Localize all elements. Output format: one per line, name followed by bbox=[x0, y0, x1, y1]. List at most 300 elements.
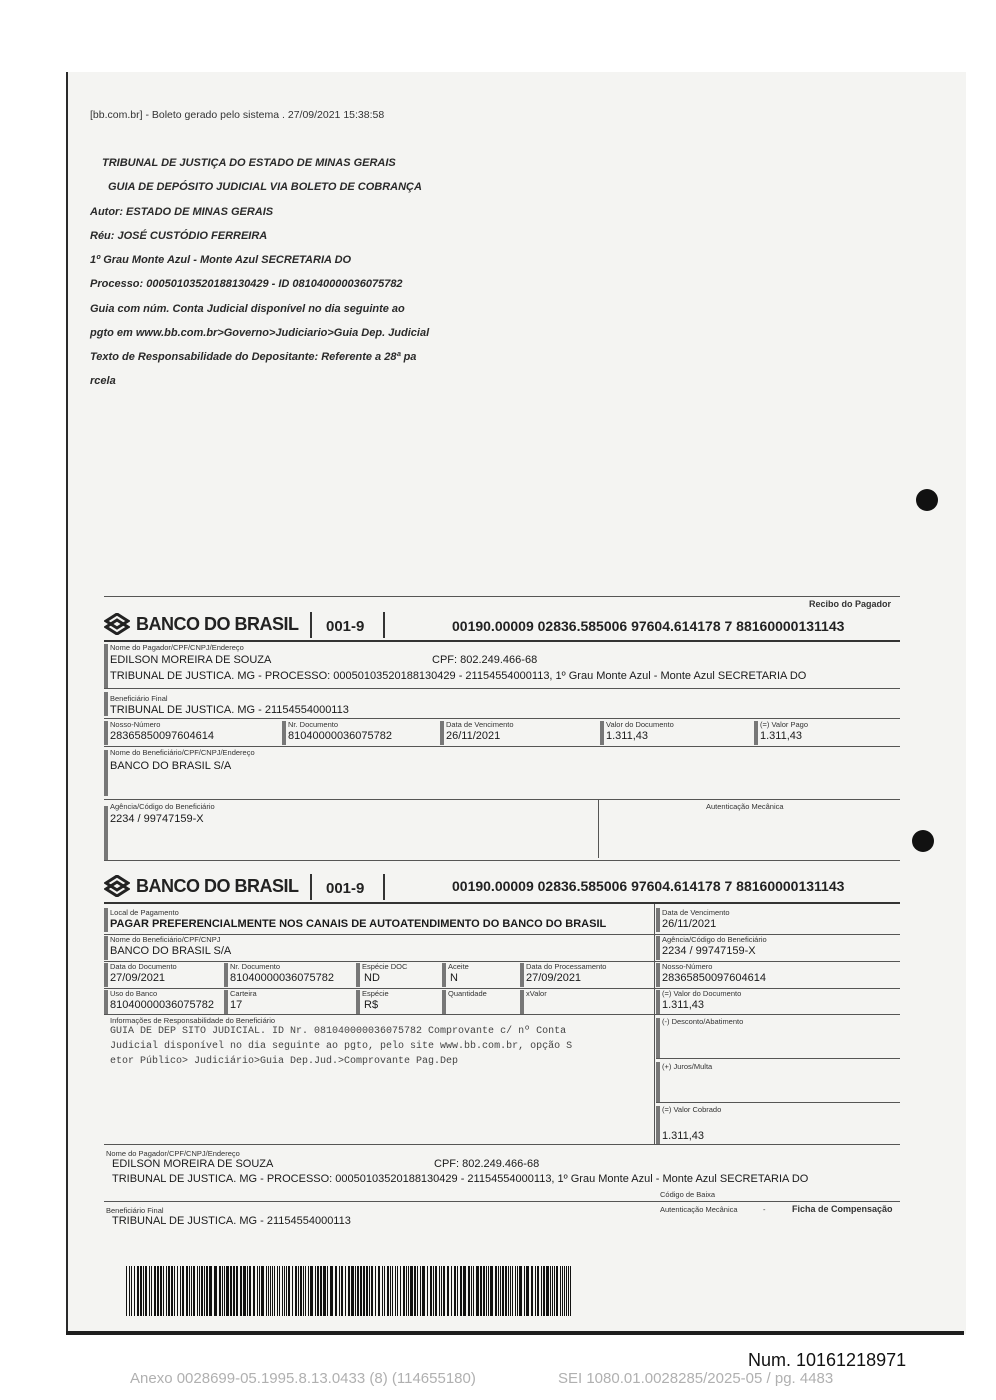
barcode-bar bbox=[204, 1266, 205, 1316]
barcode-bar bbox=[186, 1266, 188, 1316]
autenticacao-label: Autenticação Mecânica bbox=[706, 802, 784, 811]
slip-vencimento-label: Data de Vencimento bbox=[662, 908, 730, 917]
barcode-bar bbox=[351, 1266, 354, 1316]
valor-documento: 1.311,43 bbox=[606, 730, 649, 742]
barcode-bar bbox=[160, 1266, 162, 1316]
bank-code: 001-9 bbox=[326, 618, 365, 635]
barcode-bar bbox=[240, 1266, 242, 1316]
barcode-bar bbox=[366, 1266, 368, 1316]
barcode-bar bbox=[441, 1266, 442, 1316]
header-line-parcela: rcela bbox=[90, 375, 116, 387]
nosso-numero: 28365850097604614 bbox=[110, 730, 215, 742]
barcode-bar bbox=[397, 1266, 398, 1316]
header-line-pgto: pgto em www.bb.com.br>Governo>Judiciario>Guia Dep. Judicial bbox=[90, 327, 430, 339]
slip-valor-documento-label: (=) Valor do Documento bbox=[662, 989, 742, 998]
barcode-bar bbox=[498, 1266, 499, 1316]
barcode-bar bbox=[157, 1266, 159, 1316]
field-rule bbox=[656, 1102, 900, 1103]
slip-nosso-numero: 28365850097604614 bbox=[662, 972, 767, 984]
barcode-bar bbox=[566, 1266, 567, 1316]
slip-final-beneficiary: TRIBUNAL DE JUSTICA. MG - 21154554000113 bbox=[112, 1215, 351, 1227]
barcode-bar bbox=[369, 1266, 370, 1316]
digitable-line: 00190.00009 02836.585006 97604.614178 7 88160000131143 bbox=[452, 618, 845, 634]
slip-agencia-label: Agência/Código do Beneficiário bbox=[662, 935, 767, 944]
barcode-bar bbox=[400, 1266, 401, 1316]
slip-nr-documento: 81040000036075782 bbox=[230, 972, 335, 984]
barcode-bar bbox=[463, 1266, 466, 1316]
header-line-grau: 1º Grau Monte Azul - Monte Azul SECRETARIA DO bbox=[90, 254, 352, 266]
valor-pago-label: (=) Valor Pago bbox=[760, 720, 809, 729]
field-rule bbox=[104, 718, 900, 719]
bb-logo-icon bbox=[104, 613, 130, 635]
slip-beneficiario: BANCO DO BRASIL S/A bbox=[110, 945, 232, 957]
valor-pago: 1.311,43 bbox=[760, 730, 803, 742]
especie-label: Espécie bbox=[362, 989, 389, 998]
barcode-bar bbox=[382, 1266, 383, 1316]
barcode-bar bbox=[531, 1266, 533, 1316]
barcode-bar bbox=[392, 1266, 393, 1316]
barcode-bar bbox=[191, 1266, 192, 1316]
barcode-bar bbox=[134, 1266, 135, 1316]
barcode-bar bbox=[284, 1266, 285, 1316]
barcode-bar bbox=[554, 1266, 555, 1316]
cut-line bbox=[104, 596, 900, 597]
barcode-bar bbox=[476, 1266, 479, 1316]
agencia-label: Agência/Código do Beneficiário bbox=[110, 802, 215, 811]
barcode-bar bbox=[568, 1266, 569, 1316]
field-rule bbox=[104, 860, 900, 861]
barcode-bar bbox=[435, 1266, 437, 1316]
data-processamento-label: Data do Processamento bbox=[526, 962, 607, 971]
barcode-bar bbox=[247, 1266, 248, 1316]
barcode-bar bbox=[357, 1266, 359, 1316]
barcode-bar bbox=[317, 1266, 319, 1316]
field-marker bbox=[282, 721, 286, 745]
barcode-bar bbox=[510, 1266, 511, 1316]
barcode-bar bbox=[182, 1266, 184, 1316]
info-line: Judicial disponível no dia seguinte ao pgto, pelo site www.bb.com.br, opção S bbox=[110, 1041, 573, 1052]
field-marker bbox=[520, 963, 524, 987]
barcode-bar bbox=[272, 1266, 273, 1316]
barcode-bar bbox=[315, 1266, 316, 1316]
barcode-bar bbox=[406, 1266, 407, 1316]
barcode-bar bbox=[471, 1266, 472, 1316]
barcode-bar bbox=[537, 1266, 539, 1316]
barcode-bar bbox=[327, 1266, 328, 1316]
barcode-bar bbox=[422, 1266, 425, 1316]
barcode-bar bbox=[149, 1266, 150, 1316]
valor-cobrado-label: (=) Valor Cobrado bbox=[662, 1105, 722, 1114]
digitable-line: 00190.00009 02836.585006 97604.614178 7 88160000131143 bbox=[452, 878, 845, 894]
barcode-bar bbox=[233, 1266, 235, 1316]
nr-documento-label: Nr. Documento bbox=[288, 720, 339, 729]
separator-dash: - bbox=[763, 1205, 766, 1214]
field-rule bbox=[656, 1058, 900, 1059]
barcode-bar bbox=[266, 1266, 267, 1316]
barcode-bar bbox=[339, 1266, 340, 1316]
barcode-bar bbox=[323, 1266, 326, 1316]
barcode-bar bbox=[129, 1266, 130, 1316]
barcode-bar bbox=[206, 1266, 208, 1316]
barcode-bar bbox=[249, 1266, 251, 1316]
slip-nr-documento-label: Nr. Documento bbox=[230, 962, 281, 971]
header-line-autor: Autor: ESTADO DE MINAS GERAIS bbox=[90, 206, 274, 218]
barcode-bar bbox=[430, 1266, 432, 1316]
field-marker bbox=[656, 1106, 660, 1144]
barcode-bar bbox=[447, 1266, 449, 1316]
barcode-bar bbox=[201, 1266, 203, 1316]
header-line-processo: Processo: 00050103520188130429 - ID 081040000036075782 bbox=[90, 278, 403, 290]
anexo-reference: Anexo 0028699-05.1995.8.13.0433 (8) (114655180) bbox=[130, 1370, 476, 1387]
barcode-bar bbox=[268, 1266, 269, 1316]
bank-name: BANCO DO BRASIL bbox=[136, 875, 299, 896]
barcode-bar bbox=[541, 1266, 542, 1316]
barcode-bar bbox=[310, 1266, 313, 1316]
barcode-bar bbox=[236, 1266, 238, 1316]
barcode-bar bbox=[219, 1266, 221, 1316]
barcode-bar bbox=[154, 1266, 156, 1316]
barcode-bar bbox=[303, 1266, 304, 1316]
barcode-bar bbox=[375, 1266, 376, 1316]
header-line-reu: Réu: JOSÉ CUSTÓDIO FERREIRA bbox=[90, 230, 268, 242]
barcode-bar bbox=[570, 1266, 571, 1316]
especie-doc: ND bbox=[364, 972, 380, 984]
barcode-bar bbox=[180, 1266, 181, 1316]
field-marker bbox=[104, 806, 108, 860]
field-marker bbox=[656, 1062, 660, 1102]
divider bbox=[383, 874, 385, 900]
barcode-bar bbox=[295, 1266, 297, 1316]
bank-name: BANCO DO BRASIL bbox=[136, 613, 299, 634]
barcode-bar bbox=[174, 1266, 175, 1316]
field-rule bbox=[104, 799, 900, 800]
field-rule bbox=[104, 1144, 900, 1145]
field-marker bbox=[442, 990, 446, 1014]
valor-cobrado: 1.311,43 bbox=[662, 1130, 705, 1142]
barcode-bar bbox=[500, 1266, 501, 1316]
barcode-bar bbox=[335, 1266, 337, 1316]
recibo-title: Recibo do Pagador bbox=[809, 599, 892, 609]
divider bbox=[310, 874, 312, 900]
barcode-bar bbox=[454, 1266, 456, 1316]
local-pagamento: PAGAR PREFERENCIALMENTE NOS CANAIS DE AUTOATENDIMENTO DO BANCO DO BRASIL bbox=[110, 918, 607, 930]
field-marker bbox=[104, 990, 108, 1014]
barcode-bar bbox=[270, 1266, 271, 1316]
payer-address: TRIBUNAL DE JUSTICA. MG - PROCESSO: 00050103520188130429 - 21154554000113, 1º Grau Monte Azul - Monte Azul SECRETARIA DO bbox=[110, 670, 807, 682]
barcode-bar bbox=[300, 1266, 302, 1316]
barcode-bar bbox=[410, 1266, 413, 1316]
field-marker bbox=[600, 721, 604, 745]
barcode-bar bbox=[378, 1266, 380, 1316]
slip-nosso-numero-label: Nosso-Número bbox=[662, 962, 713, 971]
header-line-tribunal: TRIBUNAL DE JUSTIÇA DO ESTADO DE MINAS GERAIS bbox=[102, 157, 396, 169]
field-rule bbox=[104, 1014, 900, 1015]
barcode-bar bbox=[512, 1266, 513, 1316]
especie-doc-label: Espécie DOC bbox=[362, 962, 408, 971]
barcode bbox=[126, 1266, 576, 1316]
barcode-bar bbox=[243, 1266, 246, 1316]
desconto-label: (-) Desconto/Abatimento bbox=[662, 1017, 744, 1026]
section-rule bbox=[104, 902, 900, 904]
barcode-bar bbox=[408, 1266, 409, 1316]
barcode-bar bbox=[224, 1266, 225, 1316]
field-marker bbox=[104, 644, 108, 688]
barcode-bar bbox=[433, 1266, 434, 1316]
data-documento: 27/09/2021 bbox=[110, 972, 166, 984]
barcode-bar bbox=[345, 1266, 346, 1316]
slip-vencimento: 26/11/2021 bbox=[662, 918, 717, 930]
section-rule bbox=[104, 640, 900, 642]
barcode-bar bbox=[305, 1266, 306, 1316]
barcode-bar bbox=[384, 1266, 385, 1316]
barcode-bar bbox=[439, 1266, 440, 1316]
barcode-bar bbox=[502, 1266, 504, 1316]
bank-code: 001-9 bbox=[326, 880, 365, 897]
juros-label: (+) Juros/Multa bbox=[662, 1062, 713, 1071]
beneficiary-label: Nome do Beneficiário/CPF/CNPJ/Endereço bbox=[110, 748, 255, 757]
carteira: 17 bbox=[230, 999, 243, 1011]
barcode-bar bbox=[298, 1266, 299, 1316]
barcode-bar bbox=[189, 1266, 190, 1316]
uso-banco: 81040000036075782 bbox=[110, 999, 215, 1011]
field-rule bbox=[104, 988, 900, 989]
column-divider bbox=[654, 904, 655, 1144]
barcode-bar bbox=[177, 1266, 178, 1316]
agencia: 2234 / 99747159-X bbox=[110, 813, 204, 825]
slip-payer-name: EDILSON MOREIRA DE SOUZA bbox=[112, 1158, 274, 1170]
divider bbox=[310, 612, 312, 638]
field-marker bbox=[656, 990, 660, 1014]
slip-final-beneficiary-label: Beneficiário Final bbox=[106, 1206, 164, 1215]
barcode-bar bbox=[486, 1266, 487, 1316]
barcode-bar bbox=[140, 1266, 142, 1316]
carteira-label: Carteira bbox=[230, 989, 257, 998]
barcode-bar bbox=[457, 1266, 458, 1316]
barcode-bar bbox=[282, 1266, 283, 1316]
aceite: N bbox=[450, 972, 458, 984]
field-marker bbox=[754, 721, 758, 745]
barcode-bar bbox=[460, 1266, 462, 1316]
payer-name: EDILSON MOREIRA DE SOUZA bbox=[110, 654, 272, 666]
local-pagamento-label: Local de Pagamento bbox=[110, 908, 179, 917]
barcode-bar bbox=[363, 1266, 365, 1316]
field-rule bbox=[104, 934, 900, 935]
slip-autenticacao-label: Autenticação Mecânica bbox=[660, 1205, 738, 1214]
sei-reference: SEI 1080.01.0028285/2025-05 / pg. 4483 bbox=[558, 1370, 834, 1387]
barcode-bar bbox=[427, 1266, 428, 1316]
barcode-bar bbox=[168, 1266, 170, 1316]
barcode-bar bbox=[286, 1266, 287, 1316]
barcode-bar bbox=[145, 1266, 147, 1316]
barcode-bar bbox=[163, 1266, 164, 1316]
barcode-bar bbox=[562, 1266, 563, 1316]
field-marker bbox=[224, 990, 228, 1014]
payer-cpf: CPF: 802.249.466-68 bbox=[432, 654, 538, 666]
field-marker bbox=[656, 936, 660, 960]
barcode-bar bbox=[550, 1266, 551, 1316]
vencimento-label: Data de Vencimento bbox=[446, 720, 514, 729]
scan-edge bbox=[66, 1331, 964, 1335]
barcode-bar bbox=[277, 1266, 278, 1316]
nosso-numero-label: Nosso-Número bbox=[110, 720, 161, 729]
barcode-bar bbox=[257, 1266, 258, 1316]
especie: R$ bbox=[364, 999, 379, 1011]
barcode-bar bbox=[143, 1266, 144, 1316]
field-marker bbox=[520, 990, 524, 1014]
aceite-label: Aceite bbox=[448, 962, 469, 971]
barcode-bar bbox=[443, 1266, 445, 1316]
field-rule bbox=[104, 688, 900, 689]
nr-documento: 81040000036075782 bbox=[288, 730, 393, 742]
barcode-bar bbox=[420, 1266, 421, 1316]
barcode-bar bbox=[468, 1266, 470, 1316]
quantidade-label: Quantidade bbox=[448, 989, 487, 998]
barcode-bar bbox=[197, 1266, 198, 1316]
barcode-bar bbox=[526, 1266, 529, 1316]
barcode-bar bbox=[230, 1266, 232, 1316]
barcode-bar bbox=[137, 1266, 139, 1316]
field-rule bbox=[104, 746, 900, 747]
barcode-bar bbox=[560, 1266, 561, 1316]
barcode-bar bbox=[473, 1266, 474, 1316]
barcode-bar bbox=[131, 1266, 132, 1316]
divider bbox=[383, 612, 385, 638]
barcode-bar bbox=[226, 1266, 229, 1316]
barcode-bar bbox=[387, 1266, 389, 1316]
barcode-bar bbox=[126, 1266, 127, 1316]
field-marker bbox=[104, 908, 108, 932]
barcode-bar bbox=[417, 1266, 418, 1316]
field-marker bbox=[442, 963, 446, 987]
info-line: etor Público> Judiciário>Guia Dep.Jud.>Comprovante Pag.Dep bbox=[110, 1056, 459, 1067]
barcode-bar bbox=[171, 1266, 173, 1316]
punch-hole bbox=[912, 830, 934, 852]
field-marker bbox=[440, 721, 444, 745]
barcode-bar bbox=[371, 1266, 373, 1316]
barcode-bar bbox=[330, 1266, 333, 1316]
barcode-bar bbox=[564, 1266, 565, 1316]
barcode-bar bbox=[535, 1266, 536, 1316]
data-processamento: 27/09/2021 bbox=[526, 972, 582, 984]
barcode-bar bbox=[348, 1266, 350, 1316]
barcode-bar bbox=[166, 1266, 167, 1316]
barcode-bar bbox=[505, 1266, 507, 1316]
barcode-bar bbox=[360, 1266, 362, 1316]
field-marker bbox=[104, 936, 108, 960]
barcode-bar bbox=[546, 1266, 549, 1316]
barcode-bar bbox=[274, 1266, 275, 1316]
field-marker bbox=[656, 1018, 660, 1058]
document-number: Num. 10161218971 bbox=[748, 1350, 907, 1370]
bb-logo-icon bbox=[104, 875, 130, 897]
barcode-bar bbox=[355, 1266, 356, 1316]
barcode-bar bbox=[488, 1266, 489, 1316]
barcode-bar bbox=[517, 1266, 518, 1316]
slip-beneficiario-label: Nome do Beneficiário/CPF/CNPJ bbox=[110, 935, 221, 944]
uso-banco-label: Uso do Banco bbox=[110, 989, 158, 998]
barcode-bar bbox=[390, 1266, 391, 1316]
field-marker bbox=[224, 963, 228, 987]
field-rule bbox=[104, 961, 900, 962]
barcode-bar bbox=[556, 1266, 558, 1316]
field-marker bbox=[104, 692, 108, 716]
barcode-bar bbox=[483, 1266, 485, 1316]
slip-payer-cpf: CPF: 802.249.466-68 bbox=[434, 1158, 540, 1170]
divider bbox=[598, 800, 599, 858]
xvalor-label: xValor bbox=[526, 989, 547, 998]
barcode-bar bbox=[259, 1266, 260, 1316]
barcode-bar bbox=[193, 1266, 195, 1316]
barcode-bar bbox=[209, 1266, 212, 1316]
field-rule bbox=[104, 1201, 900, 1202]
header-line-texto: Texto de Responsabilidade do Depositante: Referente a 28ª pa bbox=[90, 351, 417, 363]
codigo-baixa-label: Código de Baixa bbox=[660, 1190, 716, 1199]
header-line-guia-conta: Guia com núm. Conta Judicial disponível no dia seguinte ao bbox=[90, 303, 405, 315]
barcode-bar bbox=[543, 1266, 545, 1316]
system-generated-line: [bb.com.br] - Boleto gerado pelo sistema . 27/09/2021 15:38:58 bbox=[90, 109, 385, 121]
beneficiary: BANCO DO BRASIL S/A bbox=[110, 760, 232, 772]
field-marker bbox=[356, 990, 360, 1014]
slip-agencia: 2234 / 99747159-X bbox=[662, 945, 756, 957]
barcode-bar bbox=[199, 1266, 200, 1316]
barcode-bar bbox=[395, 1266, 396, 1316]
barcode-bar bbox=[451, 1266, 452, 1316]
barcode-bar bbox=[490, 1266, 493, 1316]
info-label: Informações de Responsabilidade do Beneficiário bbox=[110, 1016, 276, 1025]
final-beneficiary-label: Beneficiário Final bbox=[110, 694, 168, 703]
barcode-bar bbox=[288, 1266, 290, 1316]
data-documento-label: Data do Documento bbox=[110, 962, 177, 971]
valor-documento-label: Valor do Documento bbox=[606, 720, 674, 729]
barcode-bar bbox=[222, 1266, 223, 1316]
field-marker bbox=[656, 963, 660, 987]
barcode-bar bbox=[151, 1266, 152, 1316]
barcode-bar bbox=[279, 1266, 280, 1316]
field-marker bbox=[356, 963, 360, 987]
payer-label: Nome do Pagador/CPF/CNPJ/Endereço bbox=[110, 643, 244, 652]
field-marker bbox=[104, 721, 108, 745]
barcode-bar bbox=[515, 1266, 516, 1316]
barcode-bar bbox=[292, 1266, 293, 1316]
header-line-guia: GUIA DE DEPÓSITO JUDICIAL VIA BOLETO DE COBRANÇA bbox=[108, 181, 422, 193]
bank-logo bbox=[104, 875, 299, 897]
barcode-bar bbox=[403, 1266, 405, 1316]
punch-hole bbox=[916, 489, 938, 511]
slip-payer-address: TRIBUNAL DE JUSTICA. MG - PROCESSO: 00050103520188130429 - 21154554000113, 1º Grau Monte Azul - Monte Azul SECRETARIA DO bbox=[112, 1173, 809, 1185]
barcode-bar bbox=[341, 1266, 343, 1316]
barcode-bar bbox=[480, 1266, 482, 1316]
barcode-bar bbox=[414, 1266, 416, 1316]
barcode-bar bbox=[524, 1266, 525, 1316]
barcode-bar bbox=[261, 1266, 264, 1316]
barcode-bar bbox=[253, 1266, 255, 1316]
barcode-bar bbox=[552, 1266, 553, 1316]
info-line: GUIA DE DEP SITO JUDICIAL. ID Nr. 081040000036075782 Comprovante c/ nº Conta bbox=[110, 1026, 567, 1037]
final-beneficiary: TRIBUNAL DE JUSTICA. MG - 21154554000113 bbox=[110, 704, 349, 716]
barcode-bar bbox=[508, 1266, 509, 1316]
ficha-compensacao-label: Ficha de Compensação bbox=[792, 1204, 893, 1214]
barcode-bar bbox=[495, 1266, 497, 1316]
bank-logo bbox=[104, 613, 299, 635]
slip-payer-label: Nome do Pagador/CPF/CNPJ/Endereço bbox=[106, 1149, 240, 1158]
barcode-bar bbox=[308, 1266, 309, 1316]
field-marker bbox=[104, 750, 108, 796]
barcode-bar bbox=[519, 1266, 522, 1316]
barcode-bar bbox=[320, 1266, 322, 1316]
barcode-bar bbox=[214, 1266, 217, 1316]
vencimento: 26/11/2021 bbox=[446, 730, 501, 742]
slip-valor-documento: 1.311,43 bbox=[662, 999, 705, 1011]
